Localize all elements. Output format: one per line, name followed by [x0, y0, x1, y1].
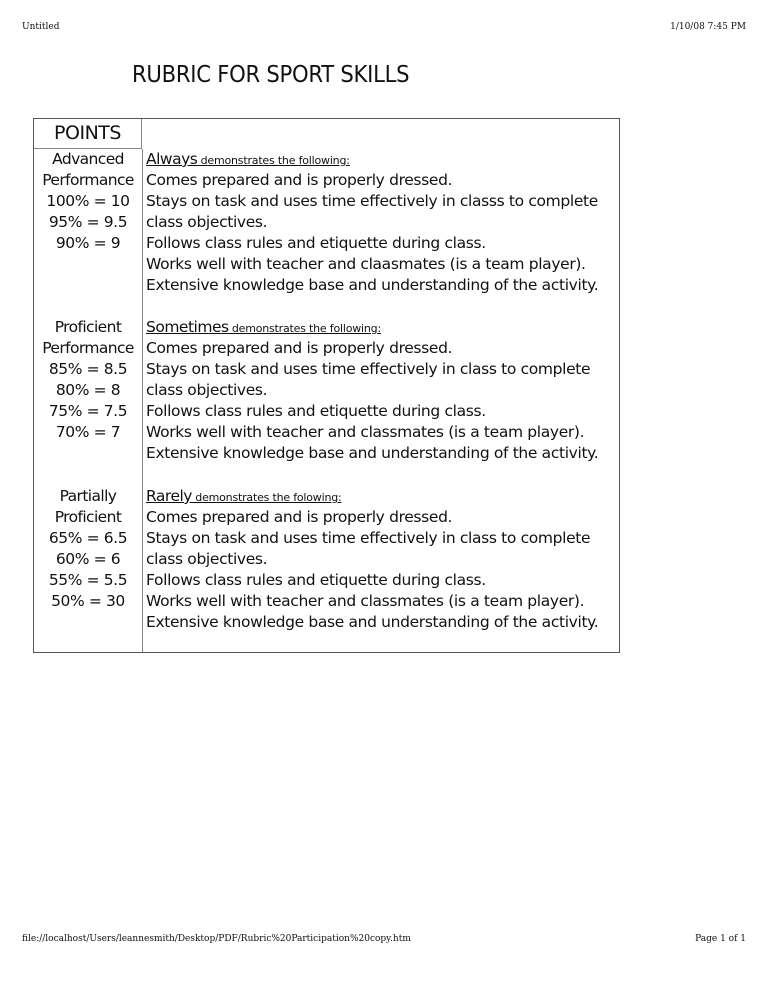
criteria-line: class objectives. [146, 381, 268, 399]
heading-rest: demonstrates the following: [197, 154, 350, 167]
level-label: Performance [42, 339, 134, 357]
heading-rest: demonstrates the folowing: [191, 491, 342, 504]
heading-keyword: Sometimes [146, 318, 229, 336]
page-title: RUBRIC FOR SPORT SKILLS [132, 62, 410, 88]
description-partially-proficient [146, 486, 617, 633]
score-line: 60% = 6 [55, 550, 121, 568]
level-label: Partially [59, 487, 117, 505]
heading-keyword: Rarely [146, 487, 192, 505]
criteria-line: Comes prepared and is properly dressed. [146, 339, 453, 357]
score-line: 85% = 8.5 [48, 360, 128, 378]
level-label: Performance [42, 171, 134, 189]
criteria-line: Comes prepared and is properly dressed. [146, 508, 453, 526]
criteria-line: Extensive knowledge base and understanding of the activity. [146, 276, 599, 294]
criteria-line: class objectives. [146, 213, 268, 231]
description-proficient [146, 317, 617, 464]
score-line: 50% = 30 [51, 592, 125, 610]
criteria-line: Stays on task and uses time effectively in class to complete [146, 529, 591, 547]
section-heading [146, 149, 617, 170]
level-label: Proficient [54, 508, 122, 526]
column-divider [142, 149, 143, 652]
criteria-line: Comes prepared and is properly dressed. [146, 171, 453, 189]
score-line: 65% = 6.5 [48, 529, 128, 547]
criteria-line: Stays on task and uses time effectively in classs to complete [146, 192, 598, 210]
criteria-line: Extensive knowledge base and understanding of the activity. [146, 444, 599, 462]
criteria-line: Follows class rules and etiquette during class. [146, 402, 486, 420]
score-line: 70% = 7 [55, 423, 121, 441]
criteria-line: Follows class rules and etiquette during class. [146, 571, 486, 589]
section-heading [146, 486, 617, 507]
score-line: 95% = 9.5 [48, 213, 128, 231]
criteria-line: Works well with teacher and classmates (is a team player). [146, 592, 585, 610]
print-header [22, 22, 746, 32]
print-footer [22, 934, 746, 944]
print-header-title: Untitled [22, 22, 60, 32]
level-label: Proficient [54, 318, 122, 336]
criteria-line: Stays on task and uses time effectively in class to complete [146, 360, 591, 378]
criteria-line: Works well with teacher and claasmates (is a team player). [146, 255, 586, 273]
score-line: 80% = 8 [55, 381, 121, 399]
print-footer-page: Page 1 of 1 [695, 934, 746, 944]
score-line: 100% = 10 [46, 192, 130, 210]
heading-keyword: Always [146, 150, 198, 168]
criteria-line: Extensive knowledge base and understanding of the activity. [146, 613, 599, 631]
section-heading [146, 317, 617, 338]
print-footer-url: file://localhost/Users/leannesmith/Desktop/PDF/Rubric%20Participation%20copy.htm [22, 934, 411, 944]
level-partially-proficient [34, 486, 142, 612]
description-advanced [146, 149, 617, 296]
criteria-line: Works well with teacher and classmates (is a team player). [146, 423, 585, 441]
points-header: POINTS [34, 119, 142, 149]
print-header-timestamp: 1/10/08 7:45 PM [670, 22, 746, 32]
criteria-line: Follows class rules and etiquette during class. [146, 234, 486, 252]
level-advanced [34, 149, 142, 254]
level-label: Advanced [52, 150, 124, 168]
score-line: 90% = 9 [55, 234, 121, 252]
criteria-line: class objectives. [146, 550, 268, 568]
score-line: 75% = 7.5 [48, 402, 128, 420]
heading-rest: demonstrates the following: [228, 322, 381, 335]
level-proficient [34, 317, 142, 443]
rubric-table [33, 118, 620, 653]
score-line: 55% = 5.5 [48, 571, 128, 589]
